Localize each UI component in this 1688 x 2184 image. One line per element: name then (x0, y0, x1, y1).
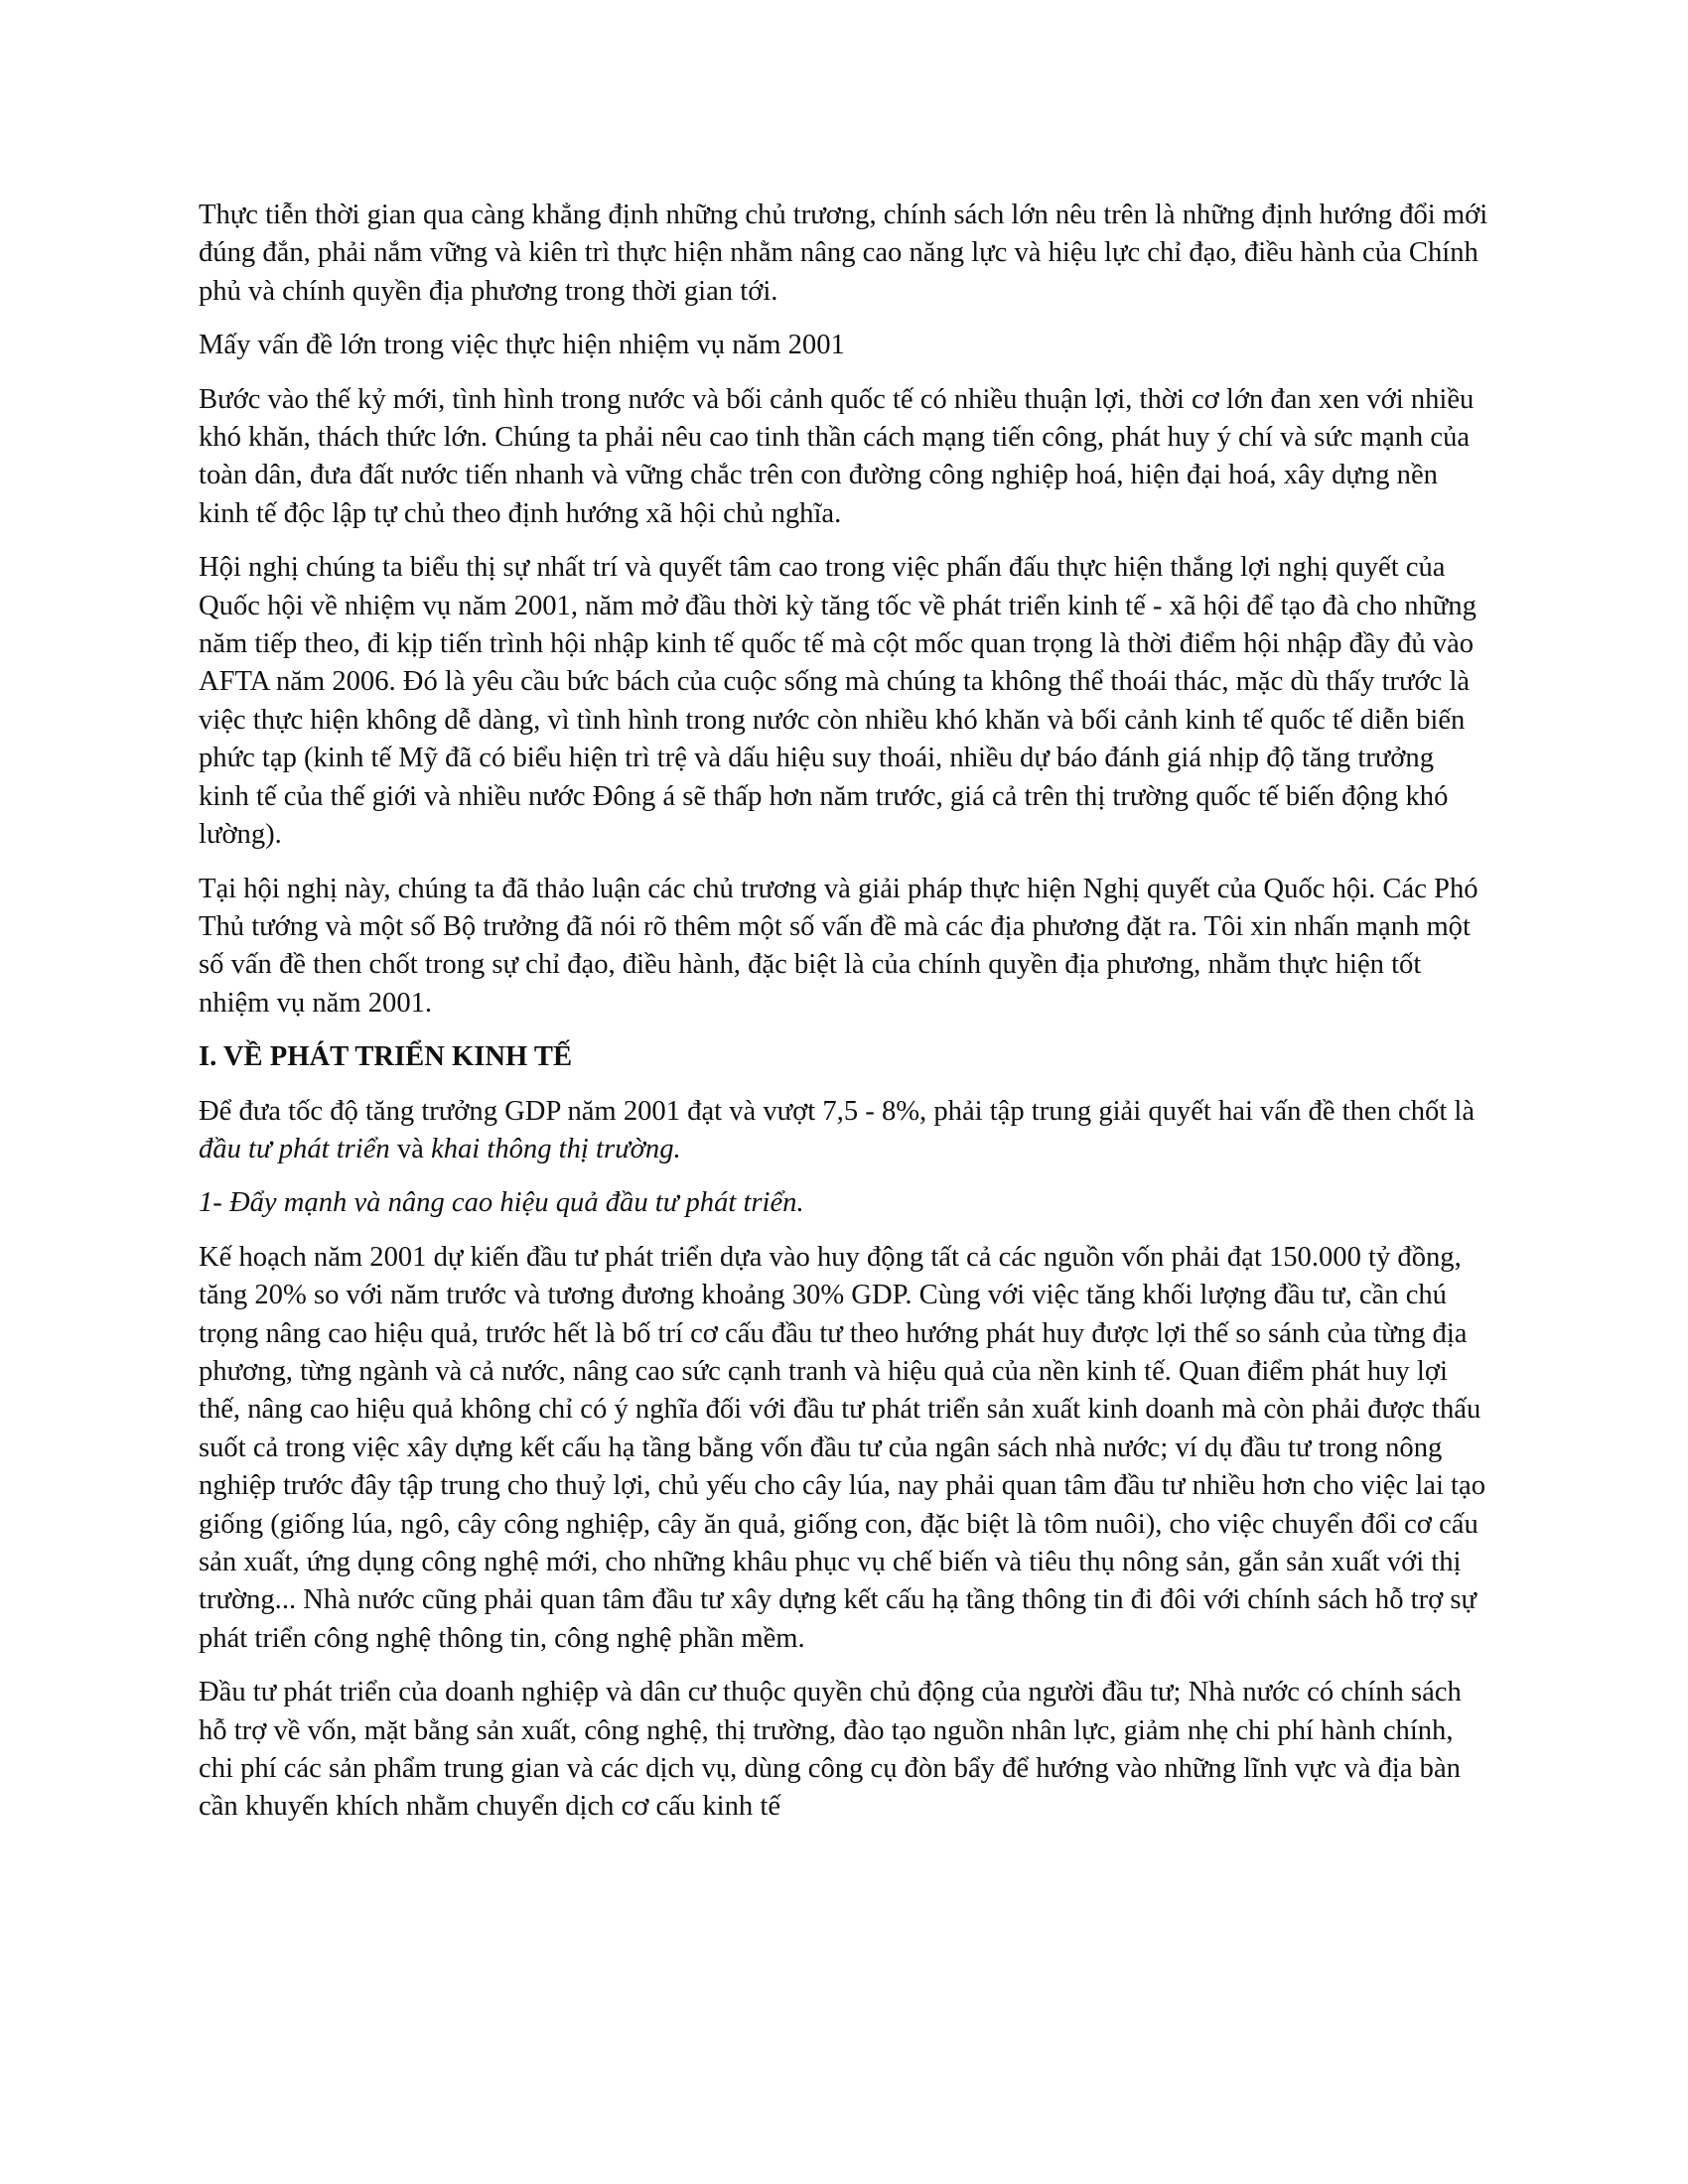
gdp-emphasis-investment: đầu tư phát triển (199, 1133, 390, 1164)
paragraph-key-issues: Tại hội nghị này, chúng ta đã thảo luận các chủ trương và giải pháp thực hiện Nghị quyết của Quốc hội. Các Phó Thủ tướng và một số Bộ trưởng đã nói rõ thêm một số vấn đề mà các địa phương đặt ra. Tôi xin nhấn mạnh một số vấn đề then chốt trong sự chỉ đạo, điều hành, đặc biệt là của chính quyền địa phương, nhằm thực hiện tốt nhiệm vụ năm 2001. (199, 873, 1478, 1019)
gdp-text-part2: và (389, 1133, 432, 1164)
paragraph-gdp-growth (199, 1093, 1489, 1169)
heading-economic-development: I. VỀ PHÁT TRIỂN KINH TẾ (199, 1041, 573, 1073)
document-page (199, 197, 1489, 1843)
paragraph-new-century: Bước vào thế kỷ mới, tình hình trong nước và bối cảnh quốc tế có nhiều thuận lợi, thời cơ lớn đan xen với nhiều khó khăn, thách thức lớn. Chúng ta phải nêu cao tinh thần cách mạng tiến công, phát huy ý chí và sức mạnh của toàn dân, đưa đất nước tiến nhanh và vững chắc trên con đường công nghiệp hoá, hiện đại hoá, xây dựng nền kinh tế độc lập tự chủ theo định hướng xã hội chủ nghĩa. (199, 383, 1475, 529)
subheading-investment: 1- Đẩy mạnh và nâng cao hiệu quả đầu tư phát triển. (199, 1187, 804, 1219)
gdp-emphasis-market: khai thông thị trường. (431, 1133, 681, 1164)
gdp-text-part1: Để đưa tốc độ tăng trưởng GDP năm 2001 đạt và vượt 7,5 - 8%, phải tập trung giải quyết hai vấn đề then chốt là (199, 1095, 1476, 1127)
paragraph-intro: Thực tiễn thời gian qua càng khẳng định những chủ trương, chính sách lớn nêu trên là những định hướng đổi mới đúng đắn, phải nắm vững và kiên trì thực hiện nhằm nâng cao năng lực và hiệu lực chỉ đạo, điều hành của Chính phủ và chính quyền địa phương trong thời gian tới. (199, 200, 1488, 307)
section-title-tasks-2001: Mấy vấn đề lớn trong việc thực hiện nhiệm vụ năm 2001 (199, 330, 845, 361)
paragraph-investment-plan: Kế hoạch năm 2001 dự kiến đầu tư phát triển dựa vào huy động tất cả các nguồn vốn phải đạt 150.000 tỷ đồng, tăng 20% so với năm trước và tương đương khoảng 30% GDP. Cùng với việc tăng khối lượng đầu tư, cần chú trọng nâng cao hiệu quả, trước hết là bố trí cơ cấu đầu tư theo hướng phát huy được lợi thế so sánh của từng địa phương, từng ngành và cả nước, nâng cao sức cạnh tranh và hiệu quả của nền kinh tế. Quan điểm phát huy lợi thế, nâng cao hiệu quả không chỉ có ý nghĩa đối với đầu tư phát triển sản xuất kinh doanh mà còn phải được thấu suốt cả trong việc xây dựng kết cấu hạ tầng bằng vốn đầu tư của ngân sách nhà nước; ví dụ đầu tư trong nông nghiệp trước đây tập trung cho thuỷ lợi, chủ yếu cho cây lúa, nay phải quan tâm đầu tư nhiều hơn cho việc lai tạo giống (giống lúa, ngô, cây công nghiệp, cây ăn quả, giống con, đặc biệt là tôm nuôi), cho việc chuyển đổi cơ cấu sản xuất, ứng dụng công nghệ mới, cho những khâu phục vụ chế biến và tiêu thụ nông sản, gắn sản xuất với thị trường... Nhà nước cũng phải quan tâm đầu tư xây dựng kết cấu hạ tầng thông tin đi đôi với chính sách hỗ trợ sự phát triển công nghệ thông tin, công nghệ phần mềm. (199, 1241, 1485, 1654)
paragraph-enterprise-investment: Đầu tư phát triển của doanh nghiệp và dân cư thuộc quyền chủ động của người đầu tư; Nhà nước có chính sách hỗ trợ về vốn, mặt bằng sản xuất, công nghệ, thị trường, đào tạo nguồn nhân lực, giảm nhẹ chi phí hành chính, chi phí các sản phẩm trung gian và các dịch vụ, dùng công cụ đòn bẩy để hướng vào những lĩnh vực và địa bàn cần khuyến khích nhằm chuyển dịch cơ cấu kinh tế (199, 1677, 1462, 1823)
paragraph-conference-resolve: Hội nghị chúng ta biểu thị sự nhất trí và quyết tâm cao trong việc phấn đấu thực hiện thắng lợi nghị quyết của Quốc hội về nhiệm vụ năm 2001, năm mở đầu thời kỳ tăng tốc về phát triển kinh tế - xã hội để tạo đà cho những năm tiếp theo, đi kịp tiến trình hội nhập kinh tế quốc tế mà cột mốc quan trọng là thời điểm hội nhập đầy đủ vào AFTA năm 2006. Đó là yêu cầu bức bách của cuộc sống mà chúng ta không thể thoái thác, mặc dù thấy trước là việc thực hiện không dễ dàng, vì tình hình trong nước còn nhiều khó khăn và bối cảnh kinh tế quốc tế diễn biến phức tạp (kinh tế Mỹ đã có biểu hiện trì trệ và dấu hiệu suy thoái, nhiều dự báo đánh giá nhịp độ tăng trưởng kinh tế của thế giới và nhiều nước Đông á sẽ thấp hơn năm trước, giá cả trên thị trường quốc tế biến động khó lường). (199, 552, 1477, 851)
